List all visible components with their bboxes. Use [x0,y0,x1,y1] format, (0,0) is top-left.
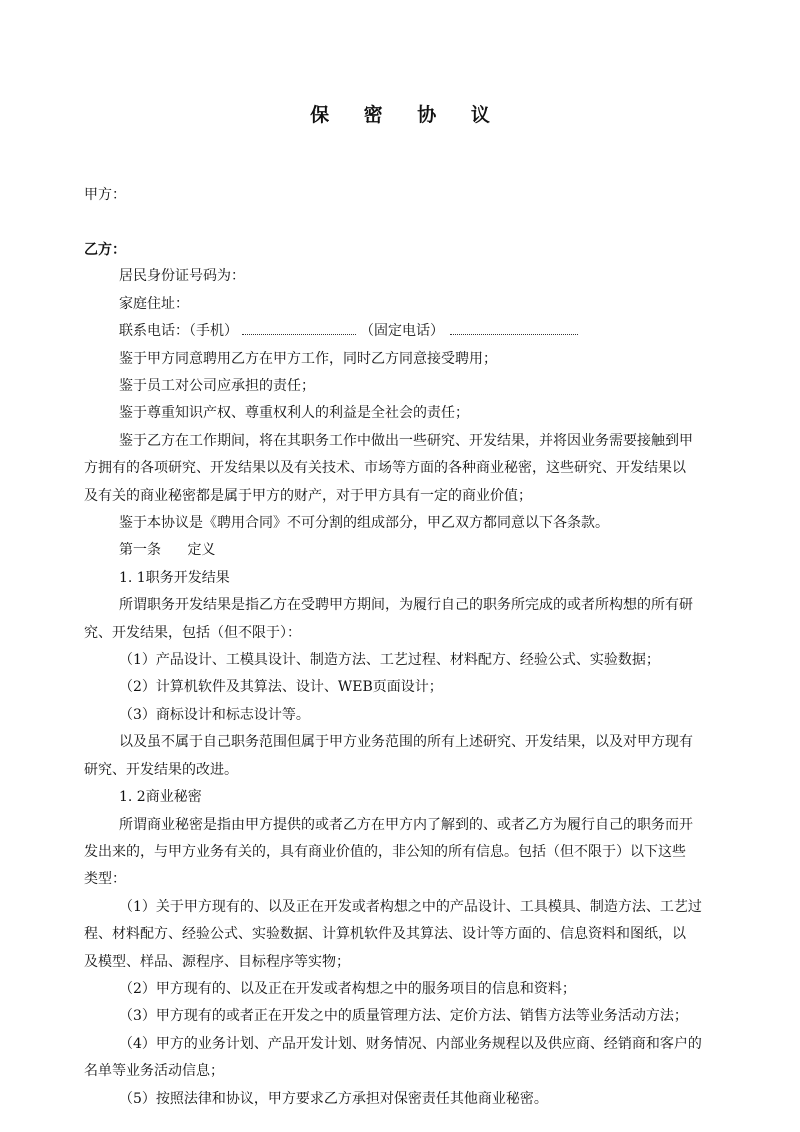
article-heading: 第一条 定义 [119,542,216,558]
party-a-label: 甲方： [84,187,126,203]
body-line: 类型： [84,871,126,887]
recital-line: 鉴于员工对公司应承担的责任； [119,378,315,394]
list-item: （2）甲方现有的、以及正在开发或者构想之中的服务项目的信息和资料； [119,981,576,997]
list-item: （1）产品设计、工模具设计、制造方法、工艺过程、材料配方、经验公式、实验数据； [119,652,660,668]
body-line: 所谓职务开发结果是指乙方在受聘甲方期间，为履行自己的职务所完成的或者所构想的所有研 [119,597,693,613]
fixed-phone-blank [450,322,578,335]
list-item: 程、材料配方、经验公式、实验数据、计算机软件及其算法、设计等方面的、信息资料和图纸，以 [84,926,686,942]
phone-line [119,322,578,340]
list-item: （3）商标设计和标志设计等。 [119,707,310,723]
body-line: 研究、开发结果的改进。 [84,762,238,778]
list-item: （4）甲方的业务计划、产品开发计划、财务情况、内部业务规程以及供应商、经销商和客户的 [119,1036,702,1052]
list-item: （2）计算机软件及其算法、设计、WEB页面设计； [119,679,443,695]
recital-line: 鉴于尊重知识产权、尊重权利人的利益是全社会的责任； [119,405,469,421]
body-line: 以及虽不属于自己职务范围但属于甲方业务范围的所有上述研究、开发结果，以及对甲方现有 [119,734,693,750]
party-b-label: 乙方： [84,242,126,258]
list-item: （3）甲方现有的或者正在开发之中的质量管理方法、定价方法、销售方法等业务活动方法； [119,1008,688,1024]
mobile-phone-blank [242,322,356,335]
recital-line: 鉴于甲方同意聘用乙方在甲方工作，同时乙方同意接受聘用； [119,351,497,367]
list-item: 名单等业务活动信息； [84,1063,224,1079]
section-heading: 1. 2商业秘密 [119,789,202,805]
recital-line: 方拥有的各项研究、开发结果以及有关技术、市场等方面的各种商业秘密，这些研究、开发结果以 [84,460,686,476]
phone-mobile-label: 联系电话：（手机） [119,323,238,339]
address-label: 家庭住址： [119,296,189,312]
list-item: 及模型、样品、源程序、目标程序等实物； [84,954,350,970]
list-item: （1）关于甲方现有的、以及正在开发或者构想之中的产品设计、工具模具、制造方法、工艺过 [119,899,702,915]
document-title: 保 密 协 议 [310,104,504,126]
phone-fixed-label: （固定电话） [360,323,444,339]
recital-line: 及有关的商业秘密都是属于甲方的财产，对于甲方具有一定的商业价值； [84,488,532,504]
recital-line: 鉴于乙方在工作期间，将在其职务工作中做出一些研究、开发结果，并将因业务需要接触到甲 [119,433,693,449]
body-line: 究、开发结果，包括（但不限于）： [84,625,301,641]
recital-line: 鉴于本协议是《聘用合同》不可分割的组成部分，甲乙双方都同意以下各条款。 [119,515,609,531]
body-line: 所谓商业秘密是指由甲方提供的或者乙方在甲方内了解到的、或者乙方为履行自己的职务而开 [119,817,693,833]
section-heading: 1. 1职务开发结果 [119,570,230,586]
id-number-label: 居民身份证号码为： [119,268,245,284]
body-line: 发出来的，与甲方业务有关的，具有商业价值的，非公知的所有信息。包括（但不限于）以下这些 [84,844,686,860]
list-item: （5）按照法律和协议，甲方要求乙方承担对保密责任其他商业秘密。 [119,1091,548,1107]
